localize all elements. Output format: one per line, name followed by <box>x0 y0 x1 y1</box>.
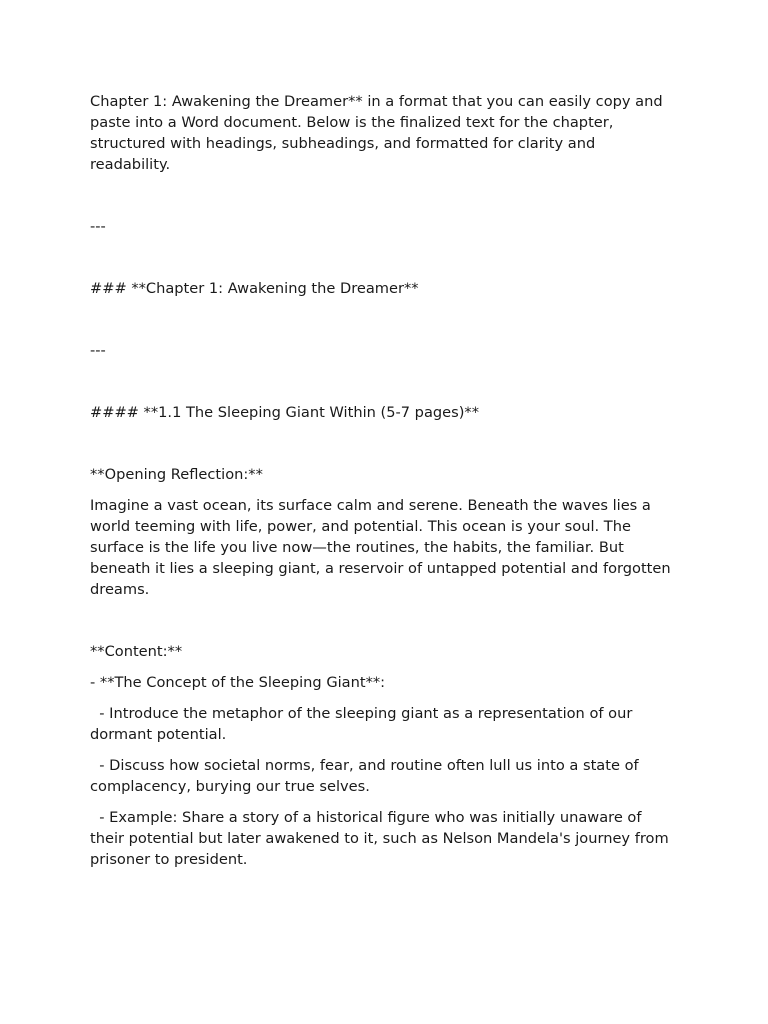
opening-reflection-paragraph: Imagine a vast ocean, its surface calm and serene. Beneath the waves lies a world teeming with life, power, and potential. This ocean is your soul. The surface is the life you live now—the routines, the habits, the familiar. But beneath it lies a sleeping giant, a reservoir of untapped potential and forgotten dreams. <box>90 497 676 598</box>
intro-paragraph: Chapter 1: Awakening the Dreamer** in a format that you can easily copy and paste into a Word document. Below is the finalized text for the chapter, structured with headings, subheadings, and formatted for clarity and readability. <box>90 93 668 173</box>
bullet-item: - **The Concept of the Sleeping Giant**: <box>90 674 386 691</box>
sub-bullet-item: - Discuss how societal norms, fear, and routine often lull us into a state of complacency, burying our true selves. <box>90 757 644 795</box>
opening-reflection-label: **Opening Reflection:** <box>90 466 263 483</box>
sub-bullet-item: - Example: Share a story of a historical figure who was initially unaware of their potential but later awakened to it, such as Nelson Mandela's journey from prisoner to president. <box>90 809 674 868</box>
sub-bullet-item: - Introduce the metaphor of the sleeping giant as a representation of our dormant potential. <box>90 705 637 743</box>
chapter-heading: ### **Chapter 1: Awakening the Dreamer** <box>90 280 419 297</box>
divider-line: --- <box>90 218 106 235</box>
content-label: **Content:** <box>90 643 183 660</box>
section-heading: #### **1.1 The Sleeping Giant Within (5-7 pages)** <box>90 404 480 421</box>
divider-line: --- <box>90 342 106 359</box>
document-body <box>90 91 680 870</box>
